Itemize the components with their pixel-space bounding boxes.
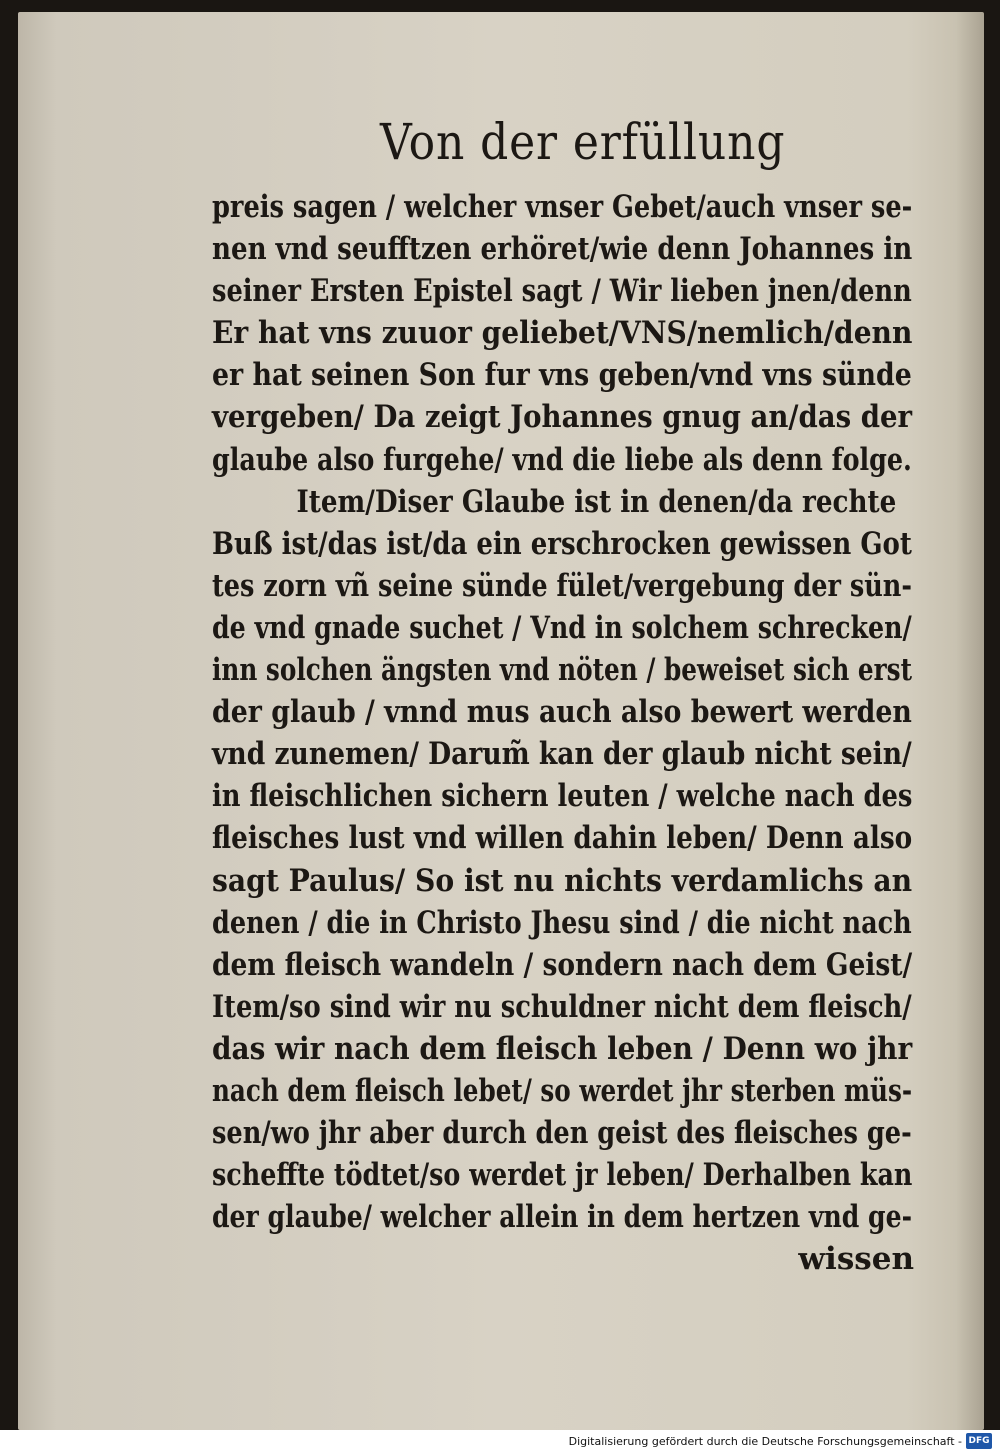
text-line: nen vnd seufftzen erhöret/wie denn Johannes in <box>212 231 913 268</box>
text-line: dem fleisch wandeln / sondern nach dem Geist/ <box>212 946 913 983</box>
text-line: sen/wo jhr aber durch den geist des fleisches ge- <box>212 1115 912 1152</box>
text-line: der glaube/ welcher allein in dem hertzen vnd ge- <box>212 1199 912 1236</box>
text-line: tes zorn vñ seine sünde fület/vergebung der sün- <box>212 567 912 604</box>
body-text <box>212 186 932 1280</box>
text-line: das wir nach dem fleisch leben / Denn wo jhr <box>212 1030 913 1067</box>
dfg-logo-icon: DFG <box>966 1433 992 1449</box>
text-line: er hat seinen Son fur vns geben/vnd vns sünde <box>212 357 912 394</box>
text-line: seiner Ersten Epistel sagt / Wir lieben jnen/denn <box>212 273 912 310</box>
text-line: denen / die in Christo Jhesu sind / die nicht nach <box>212 904 912 941</box>
text-line: Er hat vns zuuor geliebet/VNS/nemlich/denn <box>212 315 913 352</box>
text-line-paragraph-start: Item/Diser Glaube ist in denen/da rechte <box>296 483 897 520</box>
text-line: fleisches lust vnd willen dahin leben/ Denn also <box>212 820 913 857</box>
text-line: in fleischlichen sichern leuten / welche nach des <box>212 778 913 815</box>
running-header: Von der erfüllung <box>380 113 786 171</box>
text-line: scheffte tödtet/so werdet jr leben/ Derhalben kan <box>212 1157 913 1194</box>
catchword: wissen <box>798 1241 914 1278</box>
text-line: vnd zunemen/ Darum̃ kan der glaub nicht sein/ <box>212 736 912 773</box>
text-line: sagt Paulus/ So ist nu nichts verdamlichs an <box>212 862 913 899</box>
footer-bar <box>0 1430 1000 1453</box>
text-line: nach dem fleisch lebet/ so werdet jhr sterben müs- <box>212 1072 913 1109</box>
text-line: der glaub / vnnd mus auch also bewert werden <box>212 694 912 731</box>
text-line: vergeben/ Da zeigt Johannes gnug an/das der <box>212 399 913 436</box>
text-line: preis sagen / welcher vnser Gebet/auch vnser se- <box>212 189 913 225</box>
text-line: de vnd gnade suchet / Vnd in solchem schrecken/ <box>212 609 912 646</box>
page-edge-shadow <box>956 12 984 1430</box>
text-line: glaube also furgehe/ vnd die liebe als denn folge. <box>212 441 912 478</box>
funding-notice: Digitalisierung gefördert durch die Deutsche Forschungsgemeinschaft - <box>568 1435 962 1448</box>
text-line: inn solchen ängsten vnd nöten / beweiset sich erst <box>212 652 913 689</box>
text-line: Item/so sind wir nu schuldner nicht dem fleisch/ <box>212 988 912 1025</box>
text-line: Buß ist/das ist/da ein erschrocken gewissen Got <box>212 525 912 562</box>
